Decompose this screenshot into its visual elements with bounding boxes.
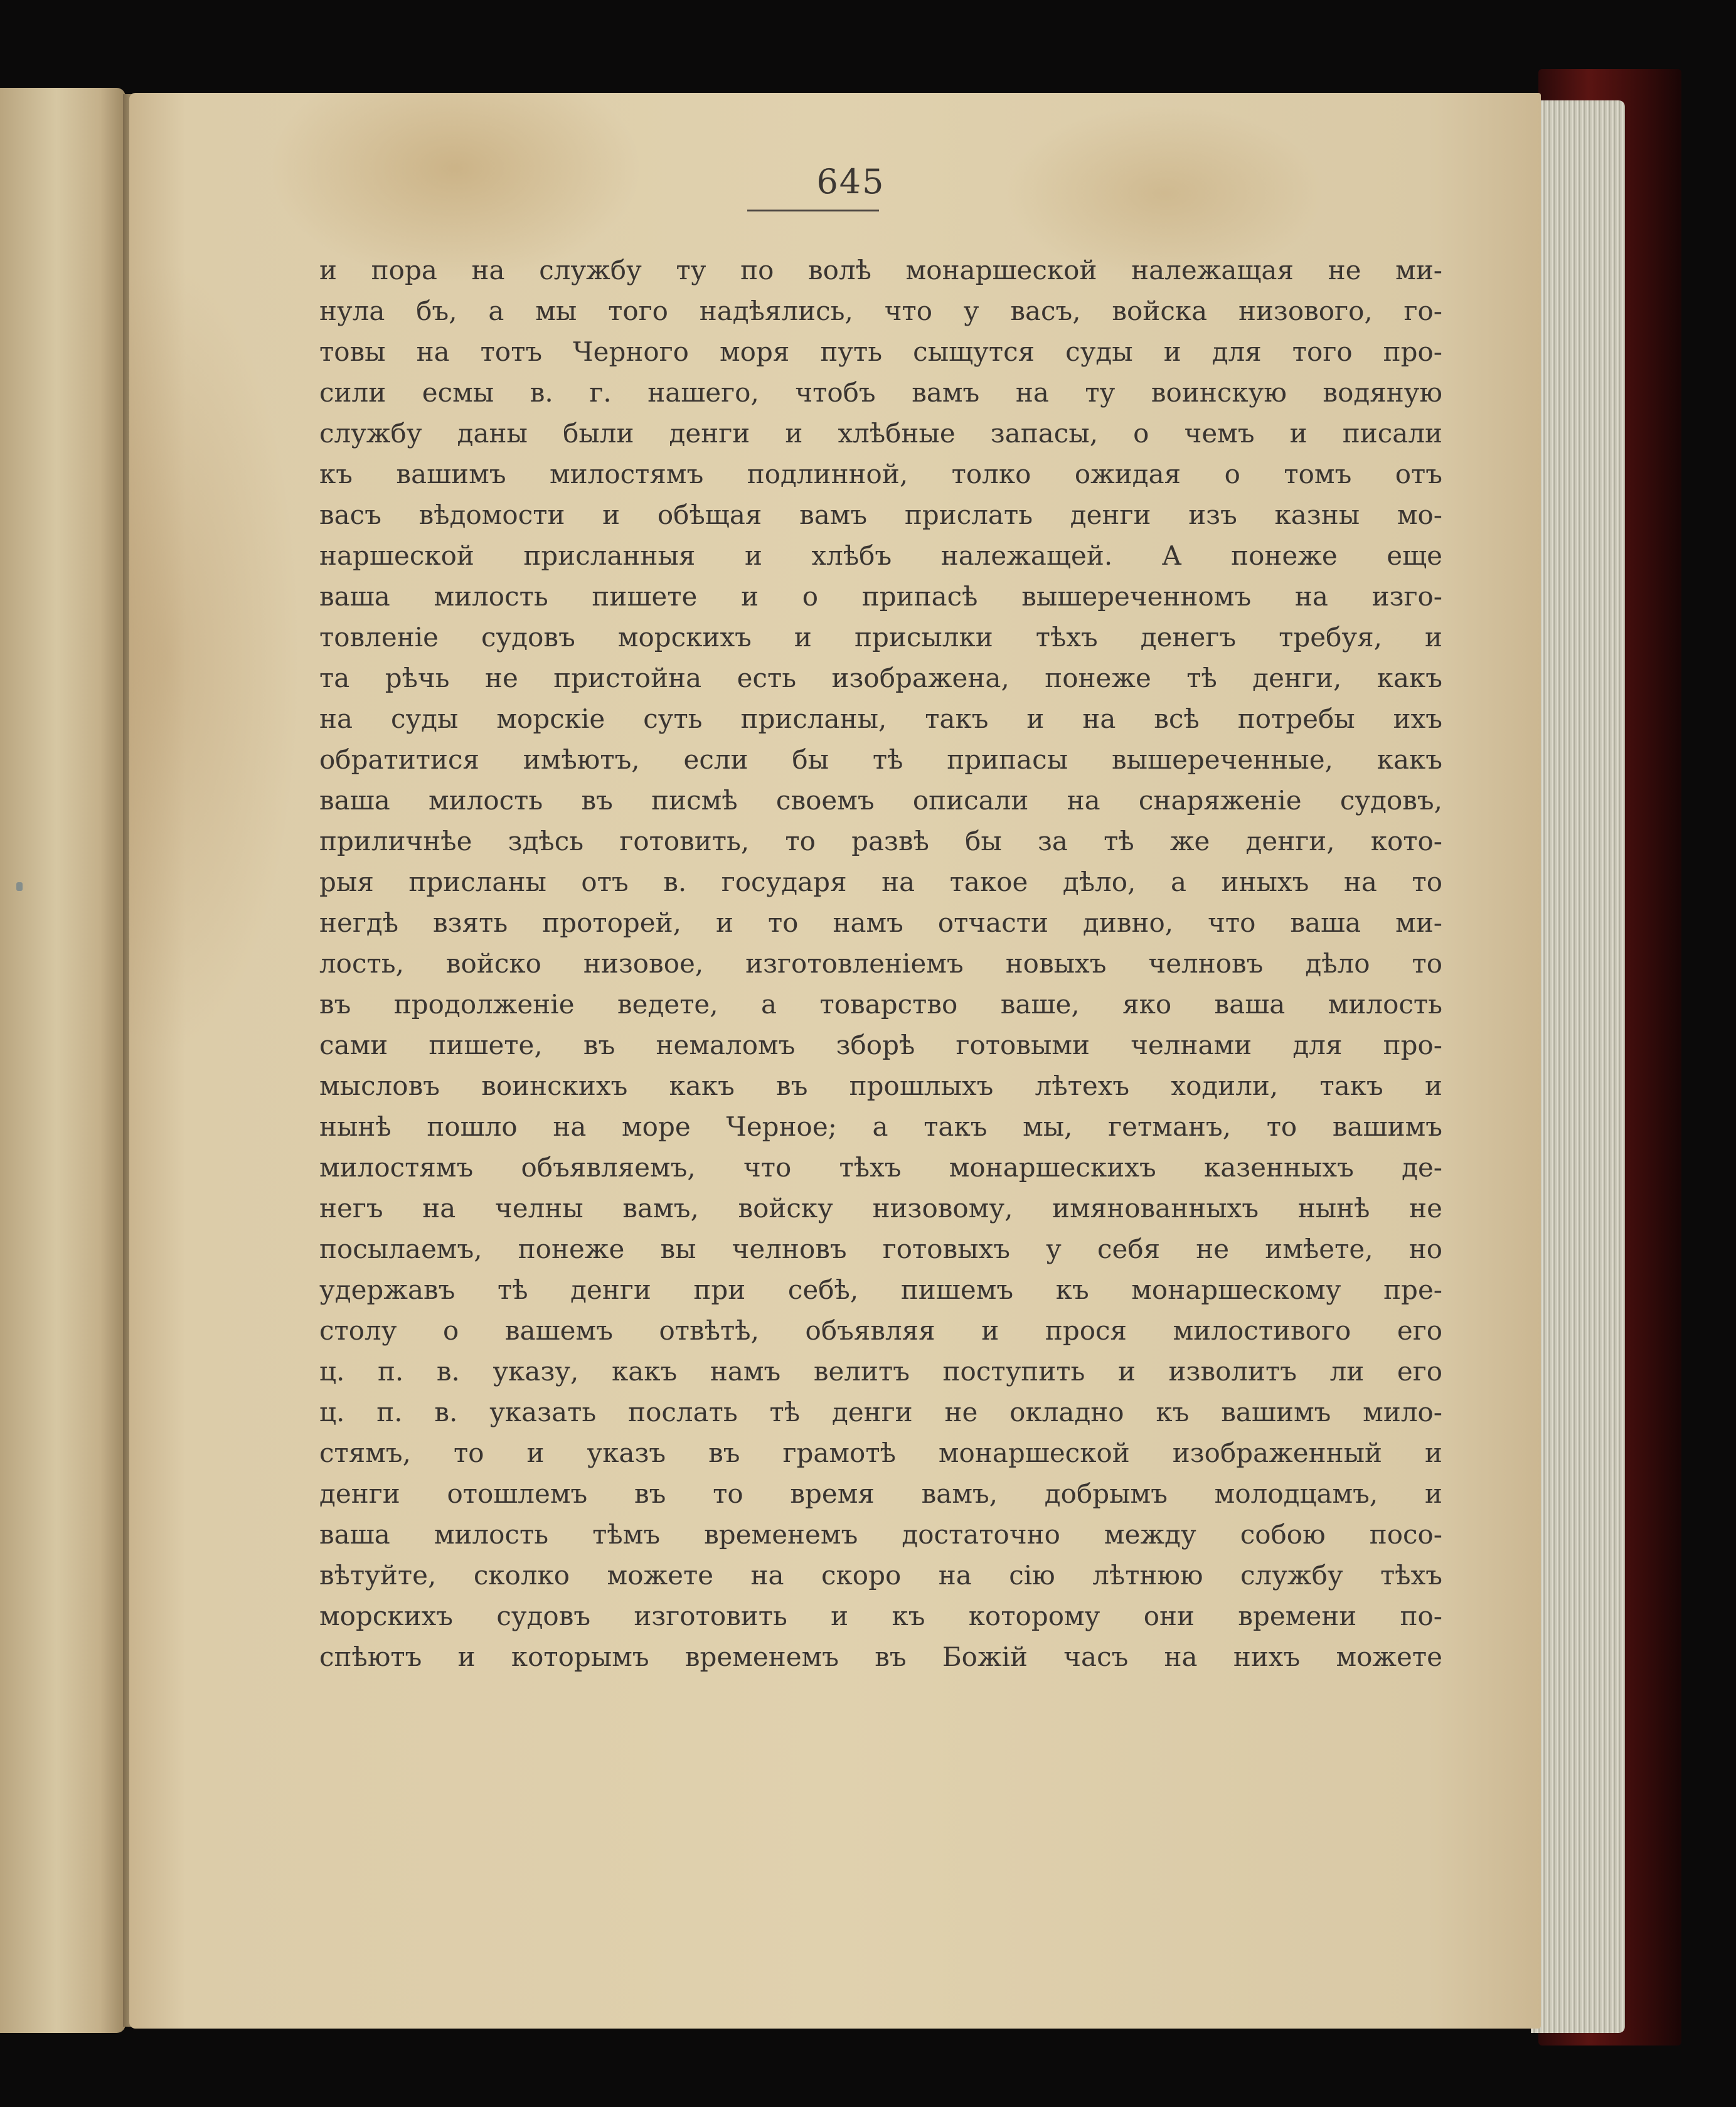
text-line: сами пишете, въ немаломъ зборѣ готовыми челнами для про- bbox=[319, 1030, 1442, 1060]
text-line: приличнѣе здѣсь готовить, то развѣ бы за тѣ же денги, кото- bbox=[319, 826, 1442, 856]
page-stack bbox=[1531, 100, 1625, 2033]
text-line: ваша милость въ писмѣ своемъ описали на снаряженіе судовъ, bbox=[319, 785, 1442, 816]
text-line: сили есмы в. г. нашего, чтобъ вамъ на ту воинскую водяную bbox=[319, 377, 1442, 408]
text-line: негдѣ взять проторей, и то намъ отчасти дивно, что ваша ми- bbox=[319, 907, 1442, 938]
page-number: 645 bbox=[816, 162, 885, 201]
text-line: нынѣ пошло на море Черное; а такъ мы, гетманъ, то вашимъ bbox=[319, 1111, 1442, 1142]
text-line: негъ на челны вамъ, войску низовому, имянованныхъ нынѣ не bbox=[319, 1193, 1442, 1224]
text-line: ваша милость пишете и о припасѣ вышереченномъ на изго- bbox=[319, 581, 1442, 612]
text-line: стямъ, то и указъ въ грамотѣ монаршеской изображенный и bbox=[319, 1438, 1442, 1468]
text-line: столу о вашемъ отвѣтѣ, объявляя и прося милостивого его bbox=[319, 1315, 1442, 1346]
right-page bbox=[129, 93, 1541, 2029]
text-line: морскихъ судовъ изготовить и къ которому они времени по- bbox=[319, 1601, 1442, 1631]
text-line: въ продолженіе ведете, а товарство ваше, яко ваша милость bbox=[319, 989, 1442, 1020]
text-line: спѣютъ и которымъ временемъ въ Божій часъ на нихъ можете bbox=[319, 1641, 1442, 1672]
text-line: рыя присланы отъ в. государя на такое дѣло, а иныхъ на то bbox=[319, 867, 1442, 897]
text-line: обратитися имѣютъ, если бы тѣ припасы вышереченные, какъ bbox=[319, 744, 1442, 775]
text-line: посылаемъ, понеже вы челновъ готовыхъ у себя не имѣете, но bbox=[319, 1234, 1442, 1264]
text-line: удержавъ тѣ денги при себѣ, пишемъ къ монаршескому пре- bbox=[319, 1274, 1442, 1305]
text-line: наршеской присланныя и хлѣбъ належащей. А понеже еще bbox=[319, 540, 1442, 571]
text-line: товы на тотъ Черного моря путь сыщутся суды и для того про- bbox=[319, 336, 1442, 367]
text-line: мысловъ воинскихъ какъ въ прошлыхъ лѣтехъ ходили, такъ и bbox=[319, 1070, 1442, 1101]
text-line: ваша милость тѣмъ временемъ достаточно между собою посо- bbox=[319, 1519, 1442, 1550]
text-line: милостямъ объявляемъ, что тѣхъ монаршескихъ казенныхъ де- bbox=[319, 1152, 1442, 1183]
text-line: нула бъ, а мы того надѣялись, что у васъ, войска низового, го- bbox=[319, 296, 1442, 326]
text-line: васъ вѣдомости и обѣщая вамъ прислать денги изъ казны мо- bbox=[319, 499, 1442, 530]
body-text bbox=[319, 250, 1442, 1677]
text-line: ц. п. в. указу, какъ намъ велитъ поступить и изволитъ ли его bbox=[319, 1356, 1442, 1387]
page-number-rule bbox=[747, 210, 879, 211]
text-line: и пора на службу ту по волѣ монаршеской належащая не ми- bbox=[319, 255, 1442, 285]
text-line: товленіе судовъ морскихъ и присылки тѣхъ денегъ требуя, и bbox=[319, 622, 1442, 653]
ink-mark bbox=[16, 882, 23, 891]
text-line: лость, войско низовое, изготовленіемъ новыхъ челновъ дѣло то bbox=[319, 948, 1442, 979]
text-line: службу даны были денги и хлѣбные запасы, о чемъ и писали bbox=[319, 418, 1442, 449]
left-page-edge bbox=[0, 88, 125, 2033]
text-line: денги отошлемъ въ то время вамъ, добрымъ молодцамъ, и bbox=[319, 1478, 1442, 1509]
text-line: ц. п. в. указать послать тѣ денги не окладно къ вашимъ мило- bbox=[319, 1397, 1442, 1427]
text-line: та рѣчь не пристойна есть изображена, понеже тѣ денги, какъ bbox=[319, 663, 1442, 693]
text-line: вѣтуйте, сколко можете на скоро на сію лѣтнюю службу тѣхъ bbox=[319, 1560, 1442, 1591]
text-line: къ вашимъ милостямъ подлинной, толко ожидая о томъ отъ bbox=[319, 459, 1442, 489]
text-line: на суды морскіе суть присланы, такъ и на всѣ потребы ихъ bbox=[319, 703, 1442, 734]
